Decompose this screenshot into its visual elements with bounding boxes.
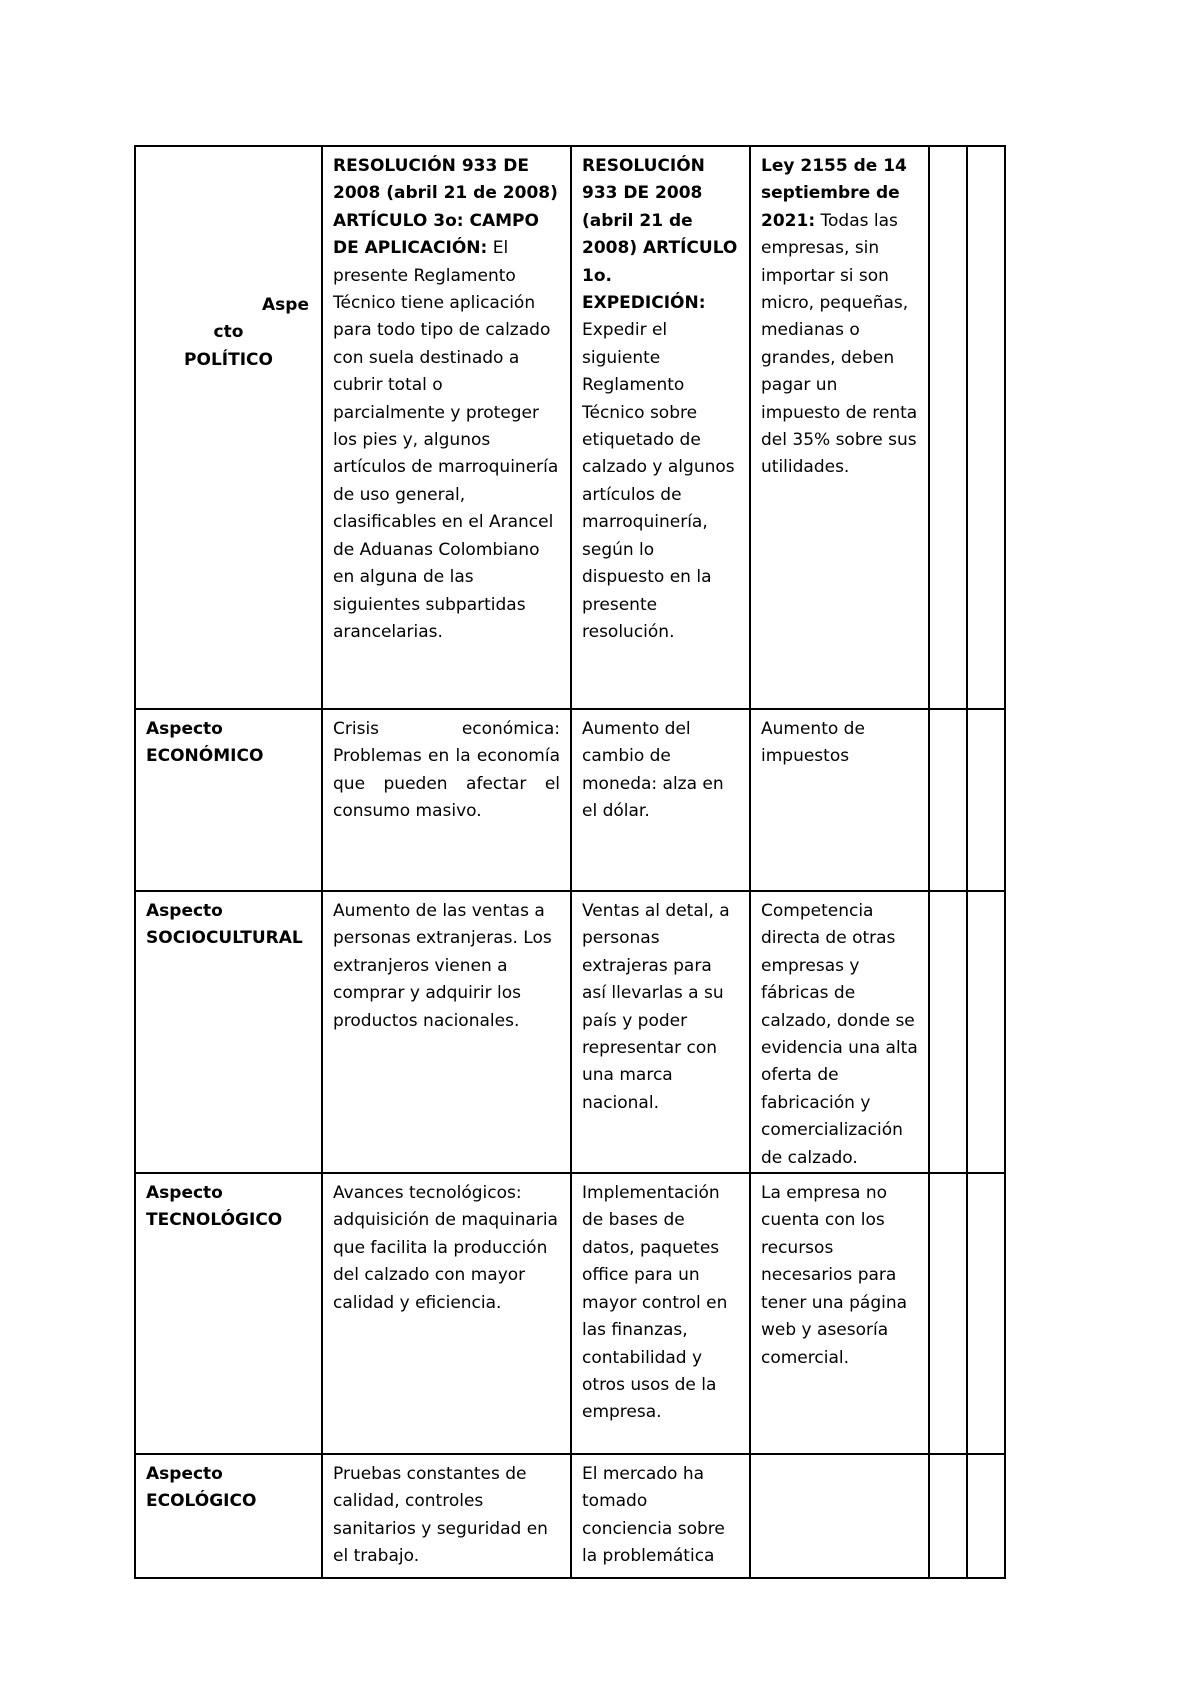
empty-cell bbox=[929, 1454, 967, 1578]
table-row bbox=[135, 1454, 1005, 1578]
table-cell: Ley 2155 de 14 septiembre de 2021: Todas las empresas, sin importar si son micro, pequeñas, medianas o grandes, deben pagar un impuesto de renta del 35% sobre sus utilidades. bbox=[750, 146, 929, 709]
table-cell: RESOLUCIÓN 933 DE 2008 (abril 21 de 2008) ARTÍCULO 3o: CAMPO DE APLICACIÓN: El presente Reglamento Técnico tiene aplicación para todo tipo de calzado con suela destinado a cubrir total o parcialmente y proteger los pies y, algunos artículos de marroquinería de uso general, clasificables en el Arancel de Aduanas Colombiano en alguna de las siguientes subpartidas arancelarias. bbox=[322, 146, 571, 709]
table-cell: Crisis económica: Problemas en la economía que pueden afectar el consumo masivo. bbox=[322, 709, 571, 891]
empty-cell bbox=[967, 1454, 1005, 1578]
aspect-cell-ecologico bbox=[135, 1454, 322, 1578]
table-cell: El mercado ha tomado conciencia sobre la problemática bbox=[571, 1454, 750, 1578]
aspect-cell-politico bbox=[135, 146, 322, 709]
empty-cell bbox=[929, 709, 967, 891]
table-cell: Aumento de impuestos bbox=[750, 709, 929, 891]
table-row bbox=[135, 709, 1005, 891]
table-cell: La empresa no cuenta con los recursos necesarios para tener una página web y asesoría comercial. bbox=[750, 1173, 929, 1454]
pest-analysis-table bbox=[134, 145, 1006, 1579]
empty-cell bbox=[967, 891, 1005, 1173]
table-cell: Pruebas constantes de calidad, controles sanitarios y seguridad en el trabajo. bbox=[322, 1454, 571, 1578]
table-cell: Aumento de las ventas a personas extranjeras. Los extranjeros vienen a comprar y adquirir los productos nacionales. bbox=[322, 891, 571, 1173]
empty-cell bbox=[967, 146, 1005, 709]
table-cell: RESOLUCIÓN 933 DE 2008 (abril 21 de 2008) ARTÍCULO 1o. EXPEDICIÓN: Expedir el siguiente Reglamento Técnico sobre etiquetado de calzado y algunos artículos de marroquinería, según lo dispuesto en la presente resolución. bbox=[571, 146, 750, 709]
table-row bbox=[135, 146, 1005, 709]
aspect-label: Aspecto TECNOLÓGICO bbox=[146, 1183, 283, 1231]
aspect-label: Aspecto SOCIOCULTURAL bbox=[146, 901, 303, 949]
aspect-label: Aspecto ECOLÓGICO bbox=[146, 1464, 257, 1512]
table-cell: Aumento del cambio de moneda: alza en el dólar. bbox=[571, 709, 750, 891]
table-cell bbox=[750, 1454, 929, 1578]
table-cell: Ventas al detal, a personas extrajeras para así llevarlas a su país y poder representar con una marca nacional. bbox=[571, 891, 750, 1173]
table-cell: Avances tecnológicos: adquisición de maquinaria que facilita la producción del calzado con mayor calidad y eficiencia. bbox=[322, 1173, 571, 1454]
empty-cell bbox=[929, 146, 967, 709]
table-cell: Implementación de bases de datos, paquetes office para un mayor control en las finanzas, contabilidad y otros usos de la empresa. bbox=[571, 1173, 750, 1454]
aspect-cell-sociocultural bbox=[135, 891, 322, 1173]
aspect-cell-economico bbox=[135, 709, 322, 891]
table-row bbox=[135, 1173, 1005, 1454]
empty-cell bbox=[929, 1173, 967, 1454]
table-cell: Competencia directa de otras empresas y fábricas de calzado, donde se evidencia una alta oferta de fabricación y comercialización de calzado. bbox=[750, 891, 929, 1173]
aspect-label: Aspe cto POLÍTICO bbox=[184, 295, 309, 370]
empty-cell bbox=[929, 891, 967, 1173]
empty-cell bbox=[967, 709, 1005, 891]
empty-cell bbox=[967, 1173, 1005, 1454]
table-row bbox=[135, 891, 1005, 1173]
aspect-label: Aspecto ECONÓMICO bbox=[146, 719, 264, 767]
aspect-cell-tecnologico bbox=[135, 1173, 322, 1454]
